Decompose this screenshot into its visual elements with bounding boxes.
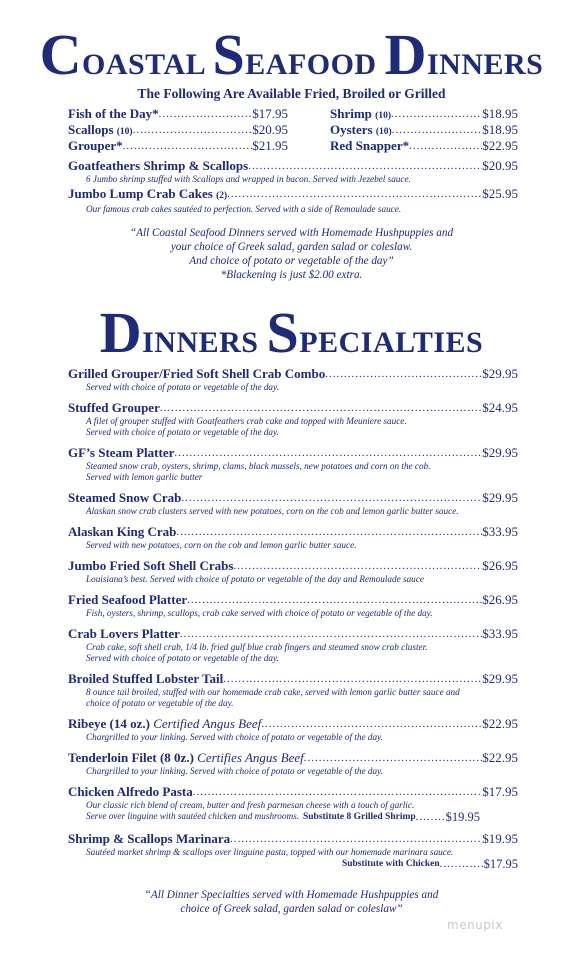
- menu-item-row: [68, 831, 518, 847]
- leader-dots: [193, 784, 483, 800]
- item-name-text: Shrimp: [330, 106, 372, 121]
- leader-dots: [416, 811, 446, 824]
- item-price: $17.95: [252, 106, 288, 121]
- item-description: Served with choice of potato or vegetable of the day.: [86, 382, 279, 392]
- item-name-text: Chicken Alfredo Pasta: [68, 784, 193, 799]
- menu-item-name: [68, 558, 233, 574]
- leader-dots: [181, 490, 482, 506]
- item-name-text: Goatfeathers Shrimp & Scallops: [68, 158, 249, 173]
- menu-item-row: [68, 186, 518, 204]
- price-grid-cell: [68, 138, 288, 154]
- menu-item: [68, 186, 518, 215]
- item-description: Louisiana’s best. Served with choice of potato or vegetable of the day and Remoulade sauce: [86, 574, 424, 584]
- item-price: $26.95: [482, 558, 518, 573]
- leader-dots: [409, 138, 482, 154]
- item-price: $33.95: [482, 524, 518, 539]
- dinners-specialties-title: [0, 300, 583, 365]
- item-quantity: (10): [375, 127, 392, 137]
- seafood-featured-items: [68, 158, 518, 216]
- item-description: Crab cake, soft shell crab, 1/4 lb. fried gulf blue crab fingers and steamed snow crab cluster.: [86, 642, 428, 652]
- menu-item-row: [68, 445, 518, 461]
- menu-item-row: [68, 524, 518, 540]
- title-word: OASTAL: [82, 48, 213, 81]
- menu-item-name: [68, 671, 223, 687]
- item-beef-grade: Certified Angus Beef: [153, 716, 262, 731]
- specialties-list: [68, 366, 518, 878]
- item-name-text: Alaskan King Crab: [68, 524, 177, 539]
- menu-item-row: [68, 784, 518, 800]
- note-line: your choice of Greek salad, garden salad or coleslaw.: [170, 241, 413, 253]
- leader-dots: [392, 122, 483, 138]
- menu-item: [68, 158, 518, 185]
- item-quantity: (2): [216, 191, 228, 201]
- menu-item: [68, 490, 518, 517]
- leader-dots: [233, 558, 482, 574]
- menu-item-name: [68, 490, 181, 506]
- leader-dots: [174, 445, 482, 461]
- leader-dots: [230, 831, 482, 847]
- item-price: $22.95: [482, 716, 518, 731]
- item-price: $29.95: [482, 445, 518, 460]
- item-description: Sautéed market shrimp & scallops over linguine pasta, topped with our homemade marinara sauce.: [86, 847, 454, 857]
- menu-item: [68, 716, 518, 743]
- title-word: INNERS: [142, 326, 267, 359]
- leader-dots: [248, 158, 482, 174]
- item-description: Our classic rich blend of cream, butter and fresh parmesan cheese with a touch of garlic.: [86, 800, 415, 810]
- price-grid-row: [68, 138, 518, 154]
- item-description: 8 ounce tail broiled, stuffed with our homemade crab cake, served with lemon garlic butter sauce and: [86, 687, 460, 697]
- item-name-text: Grouper*: [68, 138, 123, 153]
- preparation-subtitle: The Following Are Available Fried, Broiled or Grilled: [137, 86, 446, 101]
- item-quantity: (10): [116, 127, 133, 137]
- menu-item-name: [68, 750, 304, 766]
- price-grid-row: [68, 122, 518, 138]
- item-name-text: Red Snapper*: [330, 138, 410, 153]
- menu-item-name: [68, 122, 133, 138]
- item-description: Fish, oysters, shrimp, scallops, crab cake served with choice of potato or vegetable of the day.: [86, 608, 433, 618]
- item-description: Serve over linguine with sautéed chicken and mushrooms.: [86, 811, 299, 821]
- leader-dots: [160, 400, 482, 416]
- leader-dots: [123, 138, 253, 154]
- leader-dots: [176, 524, 482, 540]
- item-name-text: GF’s Steam Platter: [68, 445, 175, 460]
- coastal-seafood-dinners-title: [0, 22, 583, 87]
- item-name-text: Stuffed Grouper: [68, 400, 160, 415]
- item-price: $20.95: [252, 122, 288, 137]
- seafood-price-grid: [68, 106, 518, 154]
- menu-item-name: [68, 784, 193, 800]
- substitute-label: Substitute with Chicken: [341, 859, 440, 869]
- leader-dots: [159, 106, 253, 122]
- leader-dots: [133, 122, 253, 138]
- price-grid-cell: [68, 122, 288, 138]
- item-description: Alaskan snow crab clusters served with new potatoes, corn on the cob and lemon garlic butter sauce.: [86, 506, 459, 516]
- price-grid-cell: [68, 106, 288, 122]
- menu-item-name: [330, 106, 391, 122]
- item-price: $18.95: [482, 106, 518, 121]
- note-line: “All Coastal Seafood Dinners served with Homemade Hushpuppies and: [129, 227, 454, 239]
- leader-dots: [261, 716, 482, 732]
- menu-item: [68, 750, 518, 777]
- leader-dots: [227, 186, 482, 204]
- title-initial: S: [266, 300, 300, 365]
- menu-item-name: [330, 138, 409, 154]
- menu-item-row: [68, 592, 518, 608]
- menu-item-name: [68, 445, 174, 461]
- item-description: Served with lemon garlic butter: [86, 472, 203, 482]
- menu-item: [68, 592, 518, 619]
- menu-item-name: [68, 138, 123, 154]
- item-name-text: Grilled Grouper/Fried Soft Shell Crab Combo: [68, 366, 326, 381]
- note-line: And choice of potato or vegetable of the day”: [189, 255, 394, 267]
- menu-item-name: [68, 524, 176, 540]
- menu-item: [68, 524, 518, 551]
- title-word: PECIALTIES: [299, 326, 484, 359]
- substitute-price: $19.95: [445, 810, 481, 824]
- menu-item-row: [68, 626, 518, 642]
- menu-item-row: [68, 671, 518, 687]
- item-description: 6 Jumbo shrimp stuffed with Scallops and wrapped in bacon. Served with Jezebel sauce.: [86, 174, 411, 184]
- menu-item-row: [68, 400, 518, 416]
- menu-item: [68, 366, 518, 393]
- item-price: $19.95: [482, 831, 518, 846]
- substitute-label: Substitute 8 Grilled Shrimp: [302, 812, 416, 822]
- item-price: $18.95: [482, 122, 518, 137]
- item-price: $25.95: [482, 186, 518, 201]
- leader-dots: [304, 750, 482, 766]
- menu-item-name: [68, 186, 227, 204]
- seafood-dinners-note: [0, 226, 583, 282]
- item-price: $29.95: [482, 671, 518, 686]
- menu-item: [68, 784, 518, 824]
- item-price: $22.95: [482, 138, 518, 153]
- item-name-text: Ribeye (14 oz.): [68, 716, 150, 731]
- leader-dots: [223, 671, 482, 687]
- item-price: $21.95: [252, 138, 288, 153]
- menu-item-row: [68, 158, 518, 174]
- item-price: $29.95: [482, 366, 518, 381]
- menu-item: [68, 400, 518, 438]
- substitute-row: [68, 858, 518, 871]
- title-word: INNERS: [427, 48, 544, 81]
- item-name-text: Fish of the Day*: [68, 106, 159, 121]
- specialties-note: [0, 888, 583, 916]
- title-initial: D: [384, 22, 427, 87]
- item-description: A filet of grouper stuffed with Goatfeathers crab cake and topped with Meuniere sauce.: [86, 416, 407, 426]
- menu-item-name: [68, 831, 230, 847]
- substitute-price: $17.95: [483, 857, 518, 871]
- title-initial: S: [212, 22, 246, 87]
- title-word: EAFOOD: [245, 48, 385, 81]
- menupix-watermark: menupix: [447, 918, 503, 932]
- item-beef-grade: Certifies Angus Beef: [197, 750, 304, 765]
- item-description: Chargrilled to your linking. Served with choice of potato or vegetable of the day.: [86, 766, 383, 776]
- price-grid-cell: [330, 138, 518, 154]
- menu-item-row: [68, 490, 518, 506]
- item-price: $20.95: [482, 158, 518, 173]
- item-name-text: Steamed Snow Crab: [68, 490, 182, 505]
- title-initial: C: [39, 22, 82, 87]
- item-name-text: Broiled Stuffed Lobster Tail: [68, 671, 224, 686]
- leader-dots: [391, 106, 482, 122]
- item-description: Chargrilled to your linking. Served with choice of potato or vegetable of the day.: [86, 732, 383, 742]
- item-name-text: Shrimp & Scallops Marinara: [68, 831, 231, 846]
- menu-item-name: [68, 592, 187, 608]
- leader-dots: [187, 592, 482, 608]
- menu-item-row: [68, 558, 518, 574]
- item-name-text: Jumbo Lump Crab Cakes: [68, 186, 213, 201]
- item-name-text: Jumbo Fried Soft Shell Crabs: [68, 558, 234, 573]
- leader-dots: [180, 626, 482, 642]
- item-name-text: Fried Seafood Platter: [68, 592, 188, 607]
- item-name-text: Scallops: [68, 122, 114, 137]
- menu-item: [68, 671, 518, 709]
- menu-item: [68, 445, 518, 483]
- item-description: Steamed snow crab, oysters, shrimp, clams, black mussels, new potatoes and corn on the cob.: [86, 461, 431, 471]
- note-line: *Blackening is just $2.00 extra.: [220, 269, 363, 281]
- item-description: Served with new potatoes, corn on the cob and lemon garlic butter sauce.: [86, 540, 357, 550]
- note-line: “All Dinner Specialties served with Homemade Hushpuppies and: [144, 889, 439, 901]
- menu-item-name: [68, 626, 180, 642]
- menu-item: [68, 558, 518, 585]
- price-grid-cell: [330, 106, 518, 122]
- item-name-text: Crab Lovers Platter: [68, 626, 180, 641]
- item-description: choice of potato or vegetable of the day.: [86, 698, 234, 708]
- leader-dots: [325, 366, 482, 382]
- item-description: Served with choice of potato or vegetable of the day.: [86, 653, 279, 663]
- item-price: $17.95: [482, 784, 518, 799]
- item-name-text: Oysters: [330, 122, 373, 137]
- item-price: $22.95: [482, 750, 518, 765]
- menu-item-name: [68, 400, 160, 416]
- menu-item: [68, 626, 518, 664]
- menu-item: [68, 831, 518, 871]
- price-grid-cell: [330, 122, 518, 138]
- substitute-row: [68, 811, 518, 824]
- menu-item-name: [330, 122, 392, 138]
- leader-dots: [440, 858, 484, 871]
- menu-item-row: [68, 750, 518, 766]
- price-grid-row: [68, 106, 518, 122]
- item-quantity: (10): [375, 111, 391, 121]
- note-line: choice of Greek salad, garden salad or coleslaw”: [180, 903, 403, 915]
- item-price: $33.95: [482, 626, 518, 641]
- item-name-text: Tenderloin Filet (8 0z.): [68, 750, 194, 765]
- title-initial: D: [99, 300, 143, 365]
- item-price: $29.95: [482, 490, 518, 505]
- menu-item-row: [68, 366, 518, 382]
- menu-item-name: [68, 158, 248, 174]
- item-description: Served with choice of potato or vegetable of the day.: [86, 427, 279, 437]
- menu-item-name: [68, 106, 159, 122]
- item-price: $24.95: [482, 400, 518, 415]
- item-description: Our famous crab cakes sautéed to perfection. Served with a side of Remoulade sauce.: [86, 204, 402, 214]
- menu-item-name: [68, 366, 325, 382]
- menu-item-row: [68, 716, 518, 732]
- item-price: $26.95: [482, 592, 518, 607]
- menu-item-name: [68, 716, 261, 732]
